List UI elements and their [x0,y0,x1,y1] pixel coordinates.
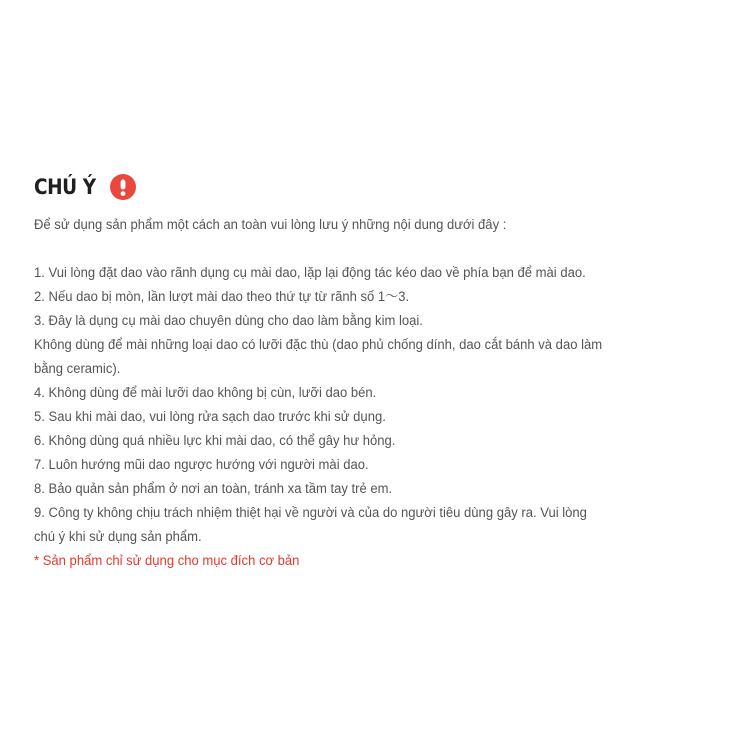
notice-footnote: * Sản phẩm chỉ sử dụng cho mục đích cơ bản [34,553,300,569]
notice-section [34,170,674,573]
notice-heading [34,170,674,204]
notice-line: 9. Công ty không chịu trách nhiệm thiệt hại về người và của do người tiêu dùng gây ra. Vui lòng [34,505,587,521]
notice-list [34,261,674,573]
notice-intro: Để sử dụng sản phẩm một cách an toàn vui lòng lưu ý những nội dung dưới đây : [34,217,507,233]
notice-line: 7. Luôn hướng mũi dao ngược hướng với người mài dao. [34,457,369,473]
notice-line: bằng ceramic). [34,361,121,377]
notice-line: 3. Đây là dụng cụ mài dao chuyên dùng cho dao làm bằng kim loại. [34,313,423,329]
notice-line: 2. Nếu dao bị mòn, lần lượt mài dao theo thứ tự từ rãnh số 1～3. [34,289,410,305]
notice-line: 5. Sau khi mài dao, vui lòng rửa sạch dao trước khi sử dụng. [34,409,386,425]
notice-line: 6. Không dùng quá nhiều lực khi mài dao, có thể gây hư hỏng. [34,433,396,449]
notice-line: 4. Không dùng để mài lưỡi dao không bị cùn, lưỡi dao bén. [34,385,377,401]
notice-line: chú ý khi sử dụng sản phẩm. [34,529,202,545]
notice-title: CHÚ Ý [34,175,96,199]
notice-line: 8. Bảo quản sản phẩm ở nơi an toàn, tránh xa tầm tay trẻ em. [34,481,393,497]
notice-line: 1. Vui lòng đặt dao vào rãnh dụng cụ mài dao, lặp lại động tác kéo dao về phía bạn để mài dao. [34,265,586,281]
notice-line: Không dùng để mài những loại dao có lưỡi đặc thù (dao phủ chống dính, dao cắt bánh và dao làm [34,337,603,353]
exclamation-icon [110,174,136,200]
